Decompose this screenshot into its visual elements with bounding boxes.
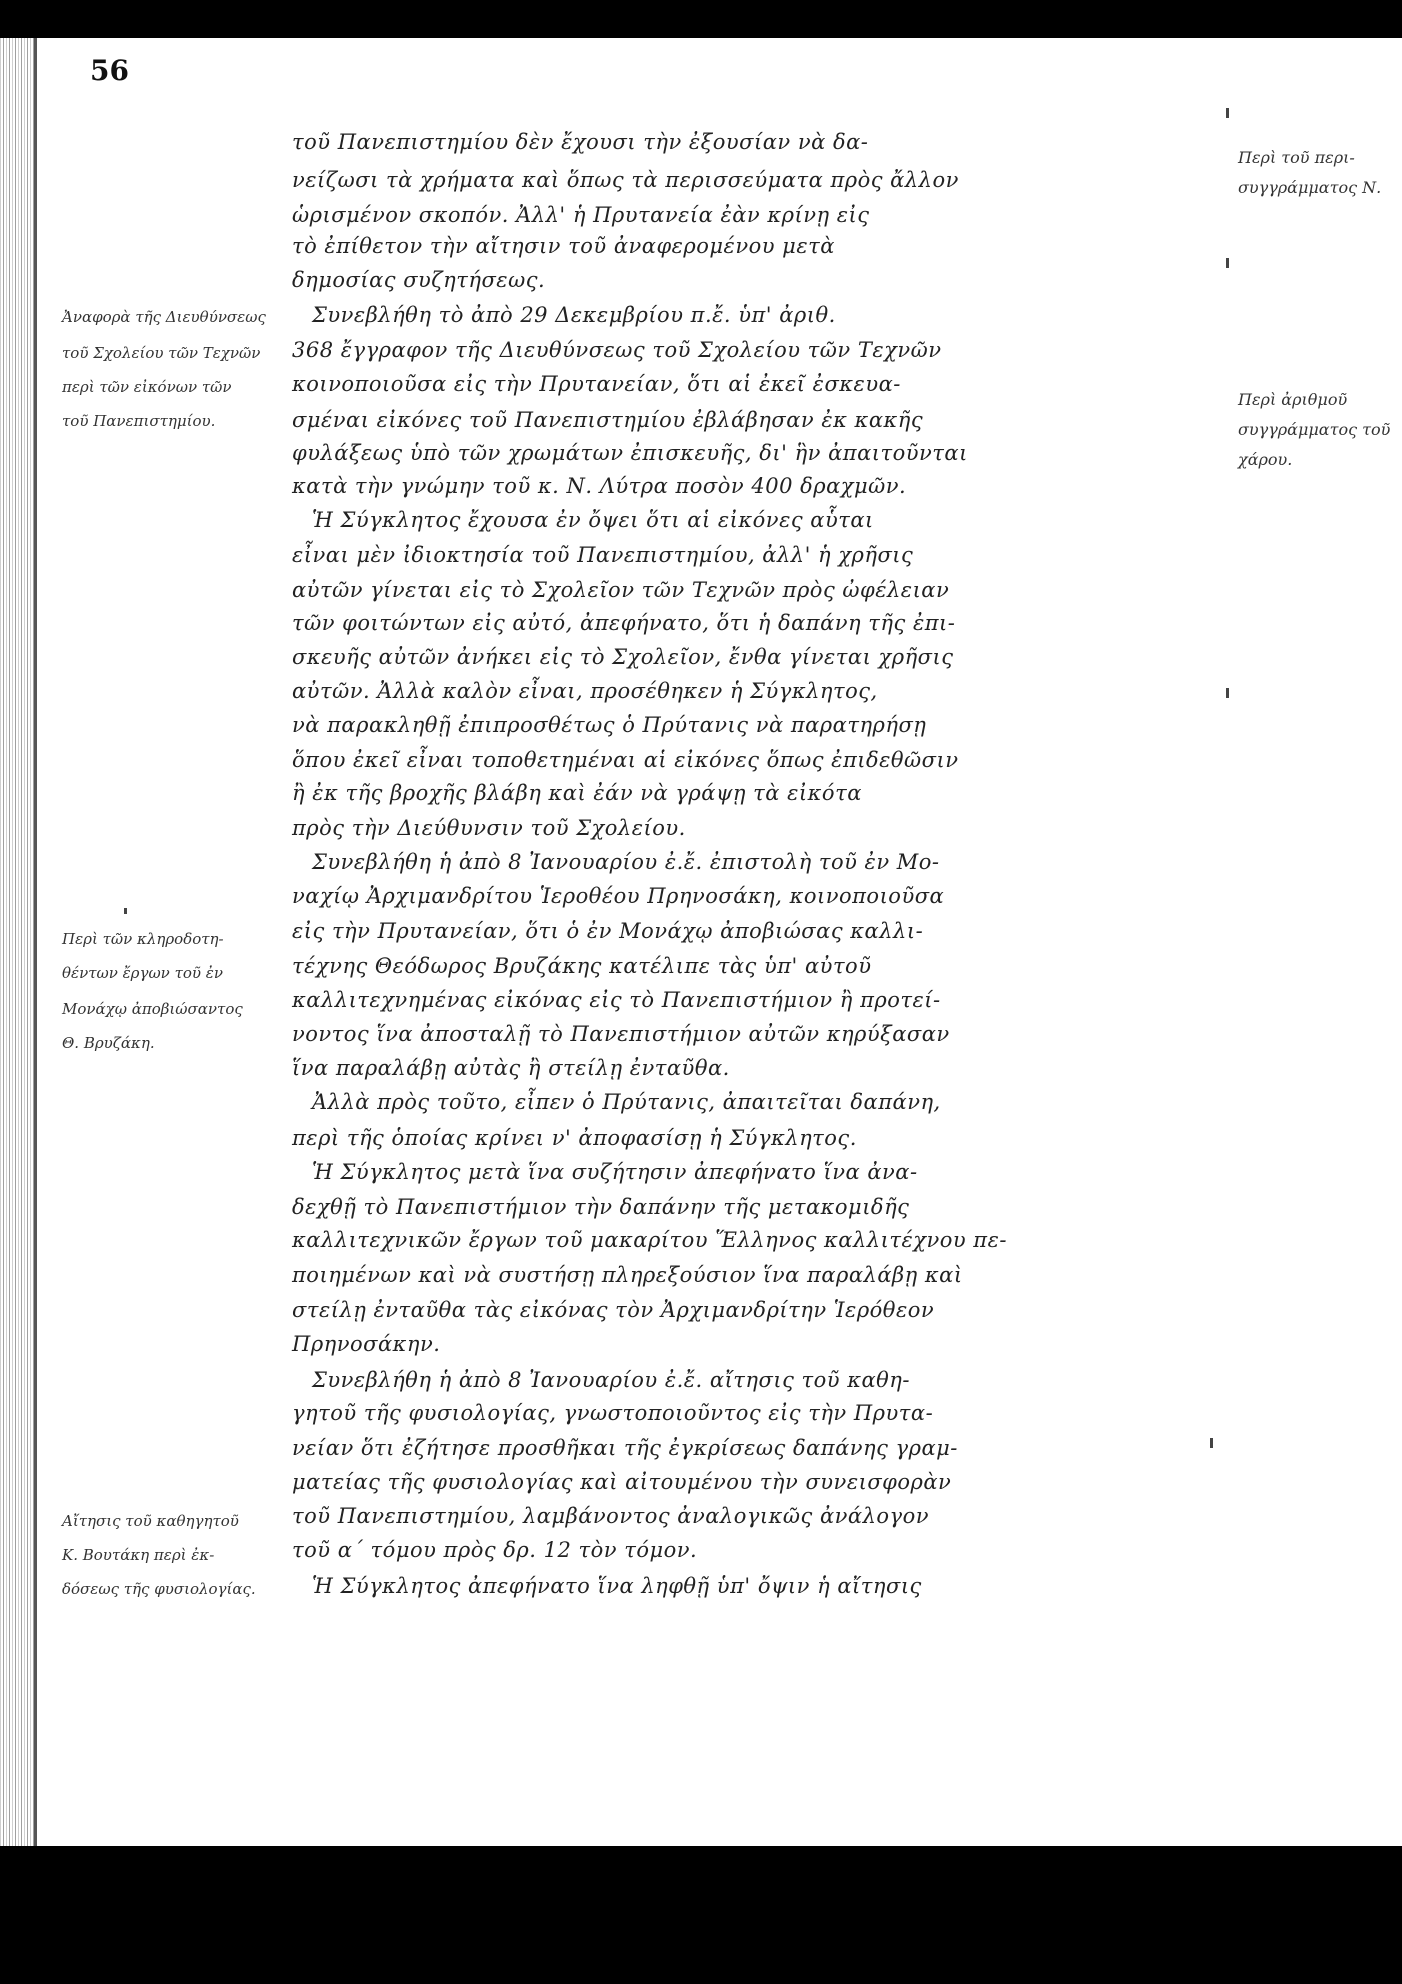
body-line: τοῦ Πανεπιστημίου δὲν ἔχουσι τὴν ἐξουσίαν νὰ δα-	[292, 130, 869, 154]
body-line: Συνεβλήθη ἡ ἀπὸ 8 Ἰανουαρίου ἐ.ἔ. αἴτησις τοῦ καθη-	[312, 1368, 910, 1392]
margin-note-line: χάρου.	[1238, 450, 1293, 469]
manuscript-page	[0, 38, 1402, 1846]
body-line: Ἡ Σύγκλητος ἔχουσα ἐν ὄψει ὅτι αἱ εἰκόνες αὗται	[312, 508, 874, 532]
body-line: εἶναι μὲν ἰδιοκτησία τοῦ Πανεπιστημίου, ἀλλ' ἡ χρῆσις	[292, 543, 914, 567]
body-line: ὅπου ἐκεῖ εἶναι τοποθετημέναι αἱ εἰκόνες ὅπως ἐπιδεθῶσιν	[292, 748, 959, 772]
margin-note-line: Περὶ ἀριθμοῦ	[1238, 390, 1348, 409]
margin-mark	[124, 908, 127, 914]
body-line: καλλιτεχνημένας εἰκόνας εἰς τὸ Πανεπιστήμιον ἢ προτεί-	[292, 988, 941, 1012]
body-line: ἢ ἐκ τῆς βροχῆς βλάβη καὶ ἐάν νὰ γράψῃ τὰ εἰκότα	[292, 781, 862, 805]
binding-shadow	[34, 38, 37, 1846]
margin-note-line: συγγράμματος τοῦ	[1238, 420, 1391, 439]
margin-note-line: περὶ τῶν εἰκόνων τῶν	[62, 378, 232, 396]
margin-mark	[1226, 688, 1229, 698]
margin-note-line: Ἀναφορὰ τῆς Διευθύνσεως	[62, 308, 266, 326]
body-line: ποιημένων καὶ νὰ συστήσῃ πληρεξούσιον ἵνα παραλάβῃ καὶ	[292, 1263, 963, 1287]
body-line: τὸ ἐπίθετον τὴν αἴτησιν τοῦ ἀναφερομένου μετὰ	[292, 234, 835, 258]
margin-note-line: Κ. Βουτάκη περὶ ἐκ-	[62, 1546, 215, 1564]
body-line: Πρηνοσάκην.	[292, 1332, 441, 1356]
body-line: νὰ παρακληθῇ ἐπιπροσθέτως ὁ Πρύτανις νὰ παρατηρήσῃ	[292, 713, 927, 737]
body-line: κοινοποιοῦσα εἰς τὴν Πρυτανείαν, ὅτι αἱ ἐκεῖ ἐσκευα-	[292, 372, 901, 396]
body-line: Συνεβλήθη τὸ ἀπὸ 29 Δεκεμβρίου π.ἔ. ὑπ' ἀριθ.	[312, 303, 836, 327]
body-line: Ἡ Σύγκλητος ἀπεφήνατο ἵνα ληφθῇ ὑπ' ὄψιν ἡ αἴτησις	[312, 1574, 922, 1598]
margin-note-line: τοῦ Σχολείου τῶν Τεχνῶν	[62, 344, 261, 362]
margin-note-line: θέντων ἔργων τοῦ ἐν	[62, 964, 223, 982]
body-line: νείαν ὅτι ἐζήτησε προσθῆκαι τῆς ἐγκρίσεως δαπάνης γραμ-	[292, 1436, 958, 1460]
body-line: τέχνης Θεόδωρος Βρυζάκης κατέλιπε τὰς ὑπ' αὐτοῦ	[292, 954, 872, 978]
body-line: Συνεβλήθη ἡ ἀπὸ 8 Ἰανουαρίου ἐ.ἔ. ἐπιστολὴ τοῦ ἐν Μο-	[312, 850, 940, 874]
body-line: σμέναι εἰκόνες τοῦ Πανεπιστημίου ἐβλάβησαν ἐκ κακῆς	[292, 408, 924, 432]
margin-note-line: τοῦ Πανεπιστημίου.	[62, 412, 216, 430]
body-line: φυλάξεως ὑπὸ τῶν χρωμάτων ἐπισκευῆς, δι' ἣν ἀπαιτοῦνται	[292, 441, 968, 465]
margin-note-line: Θ. Βρυζάκη.	[62, 1034, 155, 1052]
body-line: στείλῃ ἐνταῦθα τὰς εἰκόνας τὸν Ἀρχιμανδρίτην Ἱερόθεον	[292, 1298, 935, 1322]
page-number: 56	[90, 54, 129, 87]
margin-mark	[1226, 108, 1229, 118]
body-line: ὡρισμένον σκοπόν. Ἀλλ' ἡ Πρυτανεία ἐὰν κρίνῃ εἰς	[292, 203, 870, 227]
margin-mark	[1210, 1438, 1213, 1448]
body-line: καλλιτεχνικῶν ἔργων τοῦ μακαρίτου Ἕλληνος καλλιτέχνου πε-	[292, 1228, 1007, 1252]
body-line: τῶν φοιτώντων εἰς αὐτό, ἀπεφήνατο, ὅτι ἡ δαπάνη τῆς ἐπι-	[292, 611, 956, 635]
body-line: ἵνα παραλάβῃ αὐτὰς ἢ στείλῃ ἐνταῦθα.	[292, 1056, 730, 1080]
body-line: νοντος ἵνα ἀποσταλῇ τὸ Πανεπιστήμιον αὐτῶν κηρύξασαν	[292, 1022, 950, 1046]
body-line: σκευῆς αὐτῶν ἀνήκει εἰς τὸ Σχολεῖον, ἔνθα γίνεται χρῆσις	[292, 645, 954, 669]
body-line: ναχίῳ Ἀρχιμανδρίτου Ἱεροθέου Πρηνοσάκη, κοινοποιοῦσα	[292, 884, 945, 908]
body-line: τοῦ α΄ τόμου πρὸς δρ. 12 τὸν τόμον.	[292, 1538, 698, 1562]
margin-note-line: Μονάχῳ ἀποβιώσαντος	[62, 1000, 243, 1018]
margin-note-line: δόσεως τῆς φυσιολογίας.	[62, 1580, 256, 1598]
margin-note-line: συγγράμματος Ν.	[1238, 178, 1382, 197]
binding-edge	[0, 38, 34, 1846]
body-line: 368 ἔγγραφον τῆς Διευθύνσεως τοῦ Σχολείου τῶν Τεχνῶν	[292, 338, 942, 362]
body-line: κατὰ τὴν γνώμην τοῦ κ. Ν. Λύτρα ποσὸν 400 δραχμῶν.	[292, 474, 907, 498]
margin-note-line: Περὶ τοῦ περι-	[1238, 148, 1355, 167]
body-line: νείζωσι τὰ χρήματα καὶ ὅπως τὰ περισσεύματα πρὸς ἄλλον	[292, 168, 959, 192]
body-line: δεχθῇ τὸ Πανεπιστήμιον τὴν δαπάνην τῆς μετακομιδῆς	[292, 1195, 910, 1219]
body-line: δημοσίας συζητήσεως.	[292, 268, 546, 292]
body-line: πρὸς τὴν Διεύθυνσιν τοῦ Σχολείου.	[292, 816, 686, 840]
margin-mark	[1226, 258, 1229, 268]
body-line: περὶ τῆς ὁποίας κρίνει ν' ἀποφασίσῃ ἡ Σύγκλητος.	[292, 1126, 857, 1150]
body-line: αὐτῶν. Ἀλλὰ καλὸν εἶναι, προσέθηκεν ἡ Σύγκλητος,	[292, 679, 878, 703]
body-line: τοῦ Πανεπιστημίου, λαμβάνοντος ἀναλογικῶς ἀνάλογον	[292, 1504, 930, 1528]
body-line: ματείας τῆς φυσιολογίας καὶ αἰτουμένου τὴν συνεισφορὰν	[292, 1470, 952, 1494]
body-line: γητοῦ τῆς φυσιολογίας, γνωστοποιοῦντος εἰς τὴν Πρυτα-	[292, 1401, 934, 1425]
body-line: Ἡ Σύγκλητος μετὰ ἵνα συζήτησιν ἀπεφήνατο ἵνα ἀνα-	[312, 1160, 918, 1184]
scan-top-border	[0, 0, 1402, 40]
body-line: αὐτῶν γίνεται εἰς τὸ Σχολεῖον τῶν Τεχνῶν πρὸς ὠφέλειαν	[292, 578, 950, 602]
body-line: εἰς τὴν Πρυτανείαν, ὅτι ὁ ἐν Μονάχῳ ἀποβιώσας καλλι-	[292, 919, 924, 943]
scan-bottom-border	[0, 1846, 1402, 1984]
body-line: Ἀλλὰ πρὸς τοῦτο, εἶπεν ὁ Πρύτανις, ἀπαιτεῖται δαπάνη,	[312, 1090, 941, 1114]
margin-note-line: Αἴτησις τοῦ καθηγητοῦ	[62, 1512, 239, 1530]
margin-note-line: Περὶ τῶν κληροδοτη-	[62, 930, 224, 948]
